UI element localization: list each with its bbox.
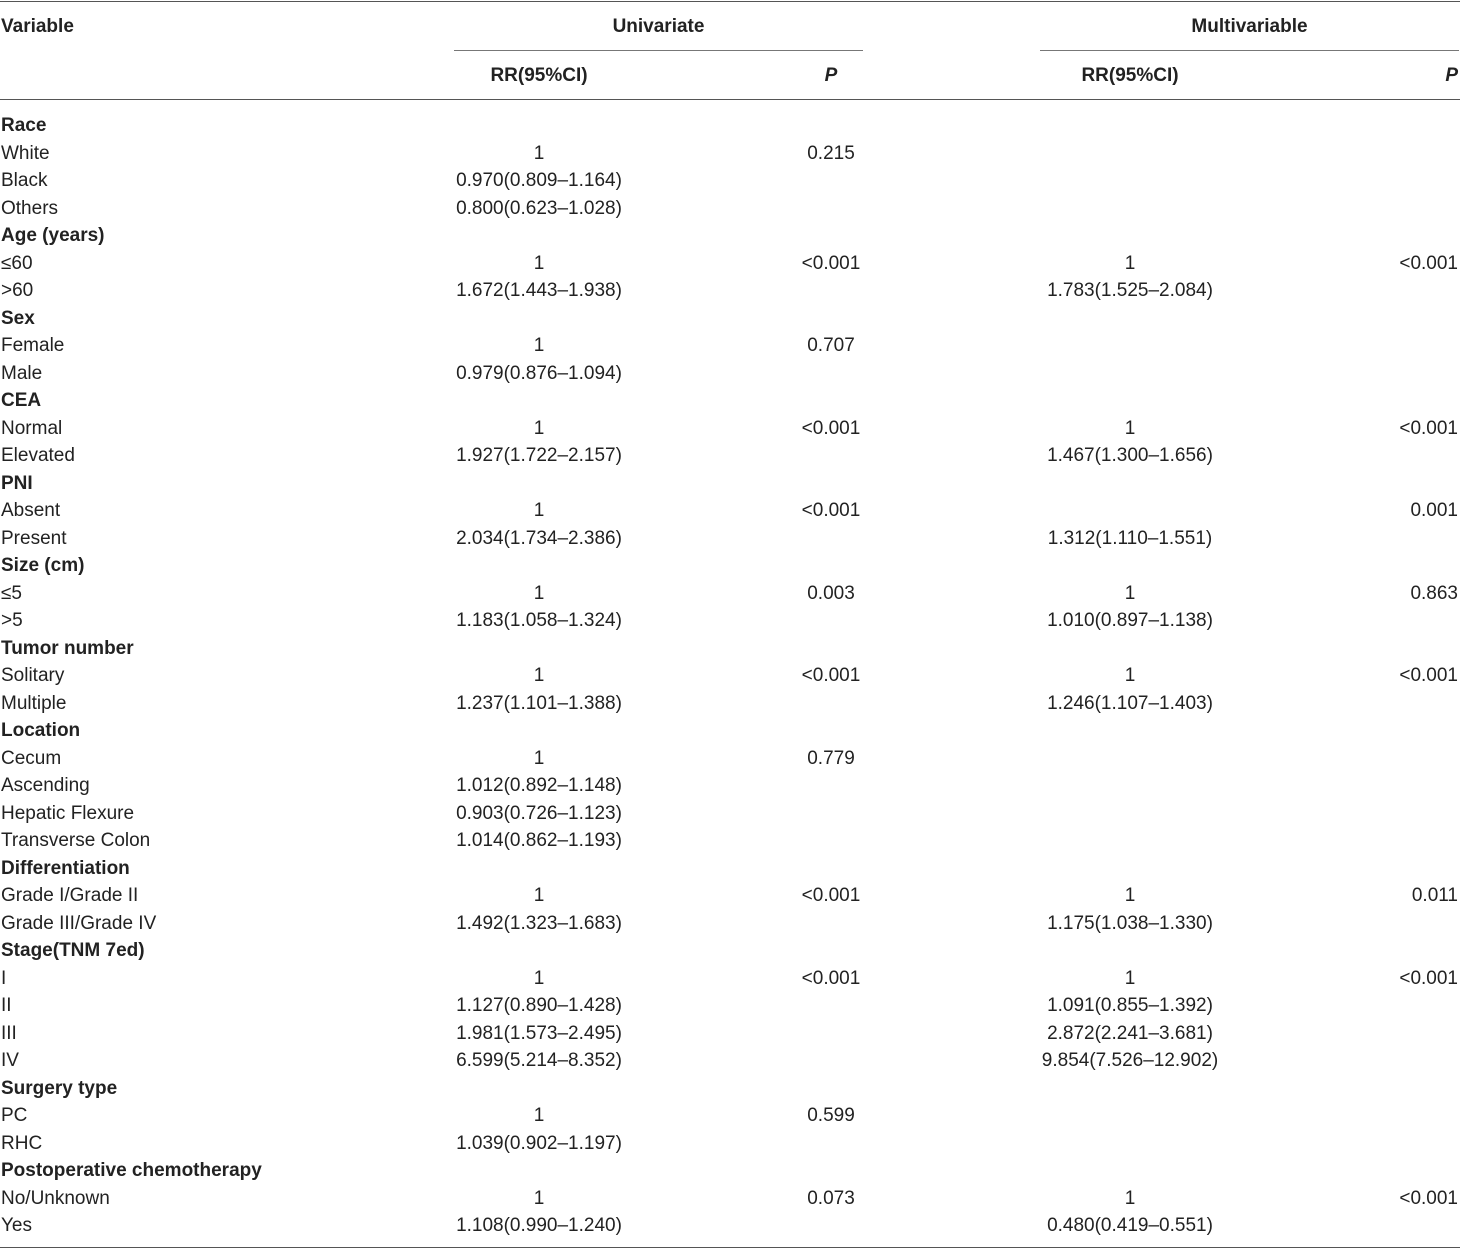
rr-univariate-cell: 2.034(1.734–2.386) [456, 527, 622, 549]
rr-univariate-cell: 1 [533, 335, 545, 356]
group-header-row [0, 1157, 1460, 1185]
rr-multivariable-cell: 1 [1124, 252, 1136, 274]
p-multivariable-cell: <0.001 [1399, 417, 1458, 439]
rr-univariate-cell: 1.672(1.443–1.938) [456, 280, 622, 301]
rr-univariate-cell: 1.014(0.862–1.193) [456, 830, 622, 851]
p-multivariable-cell: <0.001 [1399, 252, 1458, 274]
rr-multivariable-cell: 1.467(1.300–1.656) [1047, 445, 1213, 466]
group-header-row [0, 222, 1460, 250]
p-univariate-cell: <0.001 [801, 252, 861, 274]
table-row [0, 195, 1460, 223]
group-header-row [0, 1075, 1460, 1103]
table-row [0, 332, 1460, 360]
rr-univariate-cell: 1 [533, 967, 545, 989]
rr-multivariable-cell: 1.175(1.038–1.330) [1047, 912, 1213, 934]
rr-univariate-cell: 1.127(0.890–1.428) [456, 995, 622, 1016]
rr-multivariable-cell: 1 [1124, 967, 1136, 989]
rr-multivariable-cell: 1 [1124, 417, 1136, 439]
p-multivariable-cell: 0.001 [1410, 500, 1458, 521]
table-row [0, 525, 1460, 553]
row-label: Grade I/Grade II [1, 885, 139, 906]
row-label: Transverse Colon [1, 830, 151, 851]
table-row [0, 690, 1460, 718]
table-row [0, 800, 1460, 828]
row-label: PC [1, 1105, 28, 1126]
table-row [0, 607, 1460, 635]
rr-multivariable-cell: 0.480(0.419–0.551) [1047, 1215, 1213, 1236]
group-header-row [0, 470, 1460, 498]
rr-univariate-cell: 1 [533, 252, 545, 274]
header-p-univariate: P [824, 65, 838, 86]
rr-univariate-cell: 1.981(1.573–2.495) [456, 1022, 622, 1044]
row-label: Cecum [1, 747, 62, 769]
univariate-span-rule [454, 50, 863, 51]
rr-univariate-cell: 1.012(0.892–1.148) [456, 775, 622, 796]
rr-univariate-cell: 1.039(0.902–1.197) [456, 1132, 622, 1154]
row-label: Postoperative chemotherapy [1, 1160, 262, 1181]
table-row [0, 965, 1460, 993]
table-row [0, 662, 1460, 690]
rr-univariate-cell: 1 [533, 885, 545, 906]
table-row [0, 442, 1460, 470]
rr-univariate-cell: 1 [533, 500, 545, 521]
row-label: No/Unknown [1, 1187, 110, 1209]
row-label: Hepatic Flexure [1, 802, 135, 824]
table-row [0, 250, 1460, 278]
row-label: Differentiation [1, 857, 130, 879]
table-row [0, 745, 1460, 773]
row-label: Surgery type [1, 1077, 118, 1099]
header-p-multivariable: P [1445, 65, 1458, 86]
p-univariate-cell: 0.599 [807, 1105, 855, 1126]
table-row [0, 1102, 1460, 1130]
row-label: Black [1, 170, 48, 191]
rr-univariate-cell: 1.927(1.722–2.157) [456, 445, 622, 466]
table-row [0, 882, 1460, 910]
row-label: Normal [1, 417, 63, 439]
table-row [0, 1212, 1460, 1240]
rr-multivariable-cell: 1 [1124, 1187, 1136, 1209]
row-label: PNI [1, 472, 33, 494]
rr-univariate-cell: 1.183(1.058–1.324) [456, 610, 622, 631]
p-multivariable-cell: <0.001 [1399, 665, 1458, 686]
rr-univariate-cell: 1 [533, 1105, 545, 1126]
row-label: Race [1, 115, 47, 136]
header-bottom-rule [0, 99, 1460, 100]
table-body [0, 112, 1460, 1240]
rr-univariate-cell: 1 [533, 417, 545, 439]
rr-univariate-cell: 0.800(0.623–1.028) [456, 197, 622, 219]
p-univariate-cell: <0.001 [801, 417, 861, 439]
p-univariate-cell: <0.001 [801, 500, 861, 521]
table-row [0, 1047, 1460, 1075]
row-label: Male [1, 362, 43, 384]
row-label: IV [1, 1050, 19, 1071]
table-row [0, 910, 1460, 938]
row-label: I [1, 967, 7, 989]
group-header-row [0, 717, 1460, 745]
group-header-row [0, 552, 1460, 580]
p-multivariable-cell: 0.863 [1410, 582, 1458, 604]
row-label: >5 [1, 610, 23, 631]
row-label: II [1, 995, 12, 1016]
row-label: Sex [1, 307, 35, 329]
group-header-row [0, 387, 1460, 415]
table-row [0, 360, 1460, 388]
row-label: ≤60 [1, 252, 33, 274]
rr-univariate-cell: 6.599(5.214–8.352) [456, 1050, 622, 1071]
row-label: Present [1, 527, 67, 549]
rr-univariate-cell: 1 [533, 747, 545, 769]
row-label: Others [1, 197, 59, 219]
row-label: Size (cm) [1, 555, 85, 576]
table-row [0, 827, 1460, 855]
row-label: III [1, 1022, 17, 1044]
rr-univariate-cell: 1 [533, 582, 545, 604]
rr-multivariable-cell: 1 [1124, 885, 1136, 906]
header-multivariable: Multivariable [1191, 16, 1308, 37]
rr-multivariable-cell: 1 [1124, 665, 1136, 686]
p-multivariable-cell: <0.001 [1399, 967, 1458, 989]
header-univariate: Univariate [612, 16, 705, 37]
group-header-row [0, 855, 1460, 883]
group-header-row [0, 937, 1460, 965]
rr-multivariable-cell: 1.312(1.110–1.551) [1047, 527, 1213, 549]
rr-univariate-cell: 0.903(0.726–1.123) [456, 802, 622, 824]
header-rr-multivariable: RR(95%CI) [1081, 65, 1179, 86]
p-multivariable-cell: <0.001 [1399, 1187, 1458, 1209]
row-label: Stage(TNM 7ed) [1, 940, 145, 961]
row-label: Age (years) [1, 225, 105, 246]
table-row [0, 580, 1460, 608]
header-variable: Variable [1, 16, 74, 37]
row-label: RHC [1, 1132, 43, 1154]
group-header-row [0, 635, 1460, 663]
group-header-row [0, 112, 1460, 140]
table-bottom-rule [0, 1247, 1460, 1248]
multivariable-span-rule [1040, 50, 1459, 51]
rr-univariate-cell: 1.108(0.990–1.240) [456, 1215, 622, 1236]
table-row [0, 1185, 1460, 1213]
table-row [0, 1020, 1460, 1048]
header-rr-univariate: RR(95%CI) [490, 65, 588, 86]
p-univariate-cell: 0.003 [807, 582, 855, 604]
rr-univariate-cell: 1 [533, 142, 545, 164]
row-label: Tumor number [1, 637, 134, 659]
p-univariate-cell: 0.779 [807, 747, 855, 769]
table-row [0, 415, 1460, 443]
p-univariate-cell: <0.001 [801, 665, 861, 686]
row-label: Solitary [1, 665, 65, 686]
row-label: ≤5 [1, 582, 22, 604]
table-row [0, 277, 1460, 305]
rr-multivariable-cell: 2.872(2.241–3.681) [1047, 1022, 1213, 1044]
p-univariate-cell: 0.215 [807, 142, 855, 164]
table-row [0, 497, 1460, 525]
row-label: Location [1, 720, 81, 741]
row-label: Elevated [1, 445, 75, 466]
rr-multivariable-cell: 1.783(1.525–2.084) [1047, 280, 1213, 301]
table-row [0, 167, 1460, 195]
p-univariate-cell: <0.001 [801, 885, 861, 906]
table-top-rule [0, 1, 1460, 2]
p-univariate-cell: 0.707 [807, 335, 855, 356]
rr-multivariable-cell: 1.246(1.107–1.403) [1047, 692, 1213, 714]
p-univariate-cell: 0.073 [807, 1187, 855, 1209]
row-label: CEA [1, 390, 42, 411]
rr-multivariable-cell: 1.091(0.855–1.392) [1047, 995, 1213, 1016]
table-row [0, 772, 1460, 800]
rr-multivariable-cell: 1 [1124, 582, 1136, 604]
table-row [0, 1130, 1460, 1158]
rr-univariate-cell: 1 [533, 1187, 545, 1209]
rr-univariate-cell: 1.492(1.323–1.683) [456, 912, 622, 934]
group-header-row [0, 305, 1460, 333]
row-label: Grade III/Grade IV [1, 912, 157, 934]
table-row [0, 140, 1460, 168]
p-multivariable-cell: 0.011 [1411, 885, 1458, 906]
p-univariate-cell: <0.001 [801, 967, 861, 989]
rr-univariate-cell: 1.237(1.101–1.388) [456, 692, 622, 714]
row-label: Ascending [1, 775, 90, 796]
rr-univariate-cell: 0.979(0.876–1.094) [456, 362, 622, 384]
rr-univariate-cell: 0.970(0.809–1.164) [456, 170, 622, 191]
rr-multivariable-cell: 9.854(7.526–12.902) [1041, 1050, 1219, 1071]
row-label: Yes [1, 1215, 32, 1236]
row-label: Absent [1, 500, 61, 521]
row-label: White [1, 142, 50, 164]
rr-univariate-cell: 1 [533, 665, 545, 686]
row-label: >60 [1, 280, 34, 301]
rr-multivariable-cell: 1.010(0.897–1.138) [1047, 610, 1213, 631]
row-label: Multiple [1, 692, 67, 714]
row-label: Female [1, 335, 65, 356]
table-row [0, 992, 1460, 1020]
